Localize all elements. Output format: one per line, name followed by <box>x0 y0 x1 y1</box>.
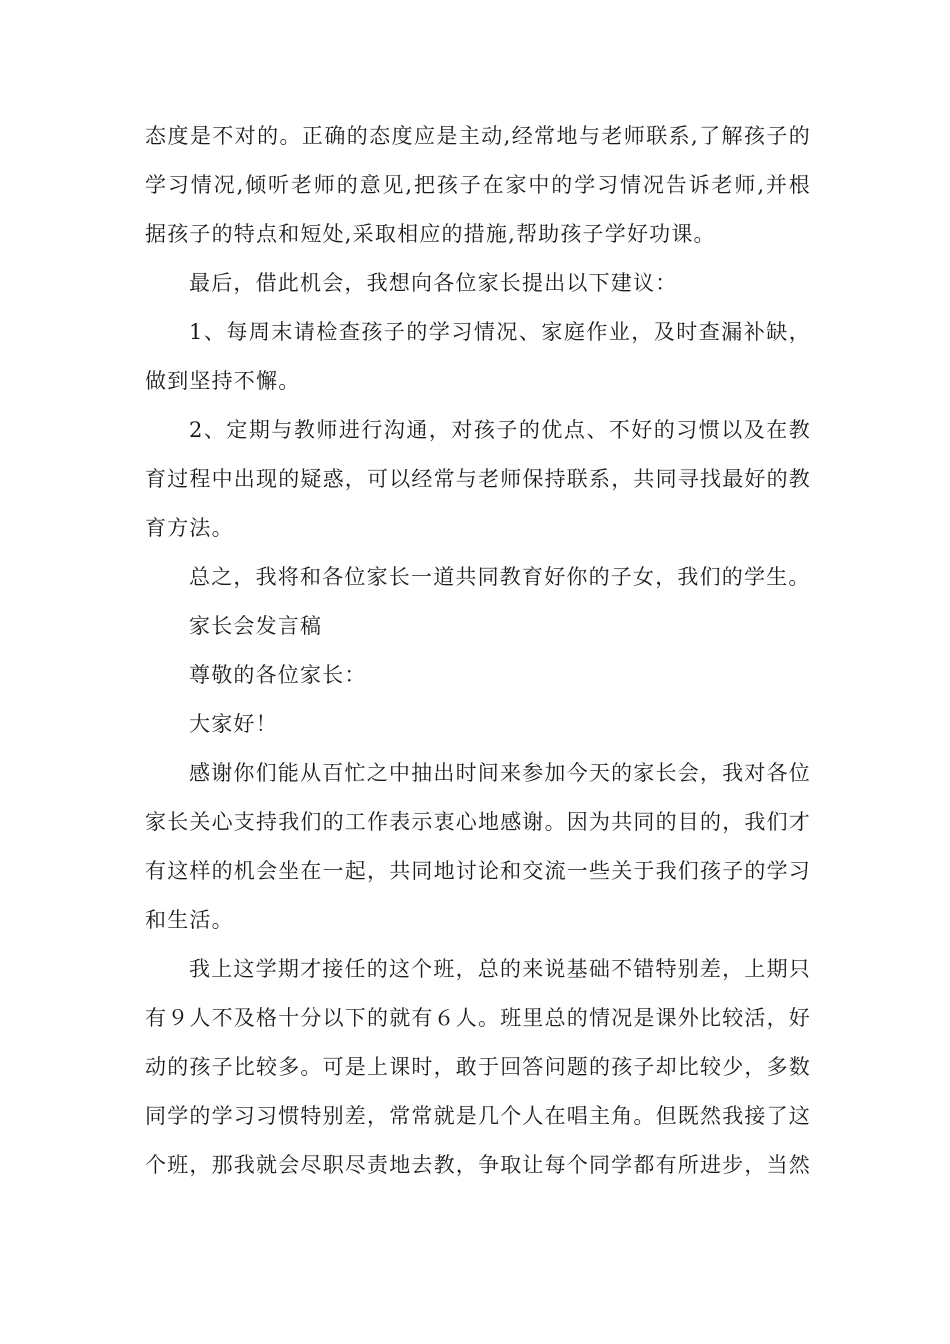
paragraph-class-situation: 我上这学期才接任的这个班，总的来说基础不错特别差，上期只有９人不及格十分以下的就有６人。班里总的情况是课外比较活，好动的孩子比较多。可是上课时，敢于回答问题的孩子却比较少，多数同学的学习习惯特别差，常常就是几个人在唱主角。但既然我接了这个班，那我就会尽职尽责地去教，争取让每个同学都有所进步，当然 <box>145 957 811 1177</box>
paragraph-suggestion-1: 1、每周末请检查孩子的学习情况、家庭作业，及时查漏补缺，做到坚持不懈。 <box>145 320 811 393</box>
paragraph-suggestion-2: 2、定期与教师进行沟通，对孩子的优点、不好的习惯以及在教育过程中出现的疑惑，可以经常与老师保持联系，共同寻找最好的教育方法。 <box>145 418 811 540</box>
document-page <box>145 112 811 1190</box>
greeting: 大家好！ <box>189 712 278 736</box>
paragraph-suggestions-intro: 最后，借此机会，我想向各位家长提出以下建议： <box>189 271 678 295</box>
paragraph-conclusion: 总之，我将和各位家长一道共同教育好你的子女，我们的学生。 <box>189 565 811 589</box>
salutation: 尊敬的各位家长： <box>189 663 367 687</box>
paragraph-thanks: 感谢你们能从百忙之中抽出时间来参加今天的家长会，我对各位家长关心支持我们的工作表示衷心地感谢。因为共同的目的，我们才有这样的机会坐在一起，共同地讨论和交流一些关于我们孩子的学习和生活。 <box>145 761 811 932</box>
section-title: 家长会发言稿 <box>189 614 323 638</box>
paragraph-attitude: 态度是不对的。正确的态度应是主动,经常地与老师联系,了解孩子的学习情况,倾听老师的意见,把孩子在家中的学习情况告诉老师,并根据孩子的特点和短处,采取相应的措施,帮助孩子学好功课。 <box>145 124 811 246</box>
